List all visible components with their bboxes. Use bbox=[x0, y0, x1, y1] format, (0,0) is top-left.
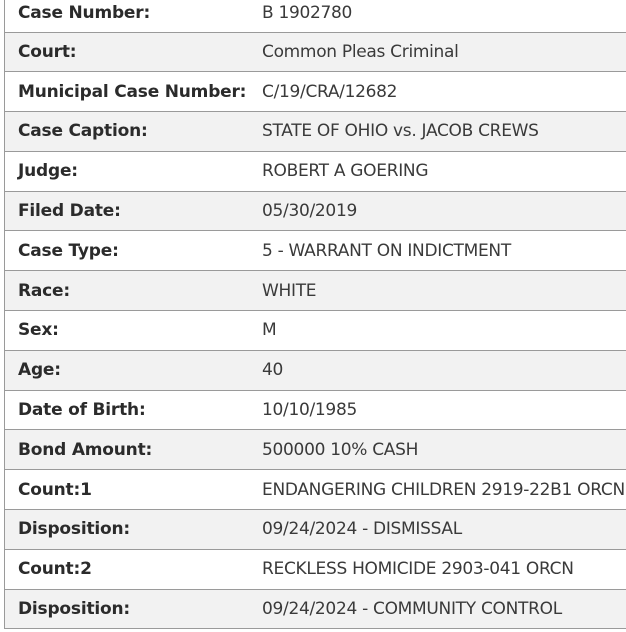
case-row-disposition-1 bbox=[5, 510, 626, 550]
count-2-label: Count:2 bbox=[18, 559, 92, 580]
case-row-court bbox=[5, 32, 626, 72]
municipal-case-number-label: Municipal Case Number: bbox=[18, 81, 247, 102]
disposition-2-value: 09/24/2024 - COMMUNITY CONTROL bbox=[262, 599, 562, 620]
case-row-disposition-2 bbox=[5, 589, 626, 629]
case-row-date-of-birth bbox=[5, 390, 626, 430]
disposition-1-label: Disposition: bbox=[18, 519, 130, 540]
case-caption-label: Case Caption: bbox=[18, 121, 148, 142]
case-row-count-2 bbox=[5, 549, 626, 589]
case-row-case-type bbox=[5, 231, 626, 271]
court-value: Common Pleas Criminal bbox=[262, 41, 459, 62]
disposition-1-value: 09/24/2024 - DISMISSAL bbox=[262, 519, 462, 540]
court-label: Court: bbox=[18, 41, 77, 62]
date-of-birth-label: Date of Birth: bbox=[18, 400, 146, 421]
bond-amount-label: Bond Amount: bbox=[18, 439, 153, 460]
bond-amount-value: 500000 10% CASH bbox=[262, 439, 419, 460]
count-2-value: RECKLESS HOMICIDE 2903-041 ORCN bbox=[262, 559, 574, 580]
case-row-count-1 bbox=[5, 470, 626, 510]
case-row-municipal-case-number bbox=[5, 72, 626, 112]
case-row-judge bbox=[5, 151, 626, 191]
sex-label: Sex: bbox=[18, 320, 59, 341]
case-row-case-number bbox=[5, 0, 626, 32]
case-caption-value: STATE OF OHIO vs. JACOB CREWS bbox=[262, 121, 539, 142]
count-1-value: ENDANGERING CHILDREN 2919-22B1 ORCN bbox=[262, 479, 625, 500]
case-row-filed-date bbox=[5, 191, 626, 231]
case-row-bond-amount bbox=[5, 430, 626, 470]
municipal-case-number-value: C/19/CRA/12682 bbox=[262, 81, 398, 102]
case-type-label: Case Type: bbox=[18, 240, 119, 261]
age-value: 40 bbox=[262, 360, 284, 381]
race-value: WHITE bbox=[262, 280, 317, 301]
case-row-sex bbox=[5, 311, 626, 351]
sex-value: M bbox=[262, 320, 277, 341]
judge-value: ROBERT A GOERING bbox=[262, 161, 429, 182]
disposition-2-label: Disposition: bbox=[18, 599, 130, 620]
case-number-value: B 1902780 bbox=[262, 2, 353, 23]
filed-date-label: Filed Date: bbox=[18, 201, 121, 222]
filed-date-value: 05/30/2019 bbox=[262, 201, 357, 222]
judge-label: Judge: bbox=[18, 161, 78, 182]
count-1-label: Count:1 bbox=[18, 479, 92, 500]
date-of-birth-value: 10/10/1985 bbox=[262, 400, 357, 421]
race-label: Race: bbox=[18, 280, 70, 301]
case-type-value: 5 - WARRANT ON INDICTMENT bbox=[262, 240, 511, 261]
case-row-age bbox=[5, 350, 626, 390]
case-row-case-caption bbox=[5, 112, 626, 152]
case-row-race bbox=[5, 271, 626, 311]
case-details-table bbox=[4, 0, 626, 629]
case-number-label: Case Number: bbox=[18, 2, 151, 23]
age-label: Age: bbox=[18, 360, 61, 381]
